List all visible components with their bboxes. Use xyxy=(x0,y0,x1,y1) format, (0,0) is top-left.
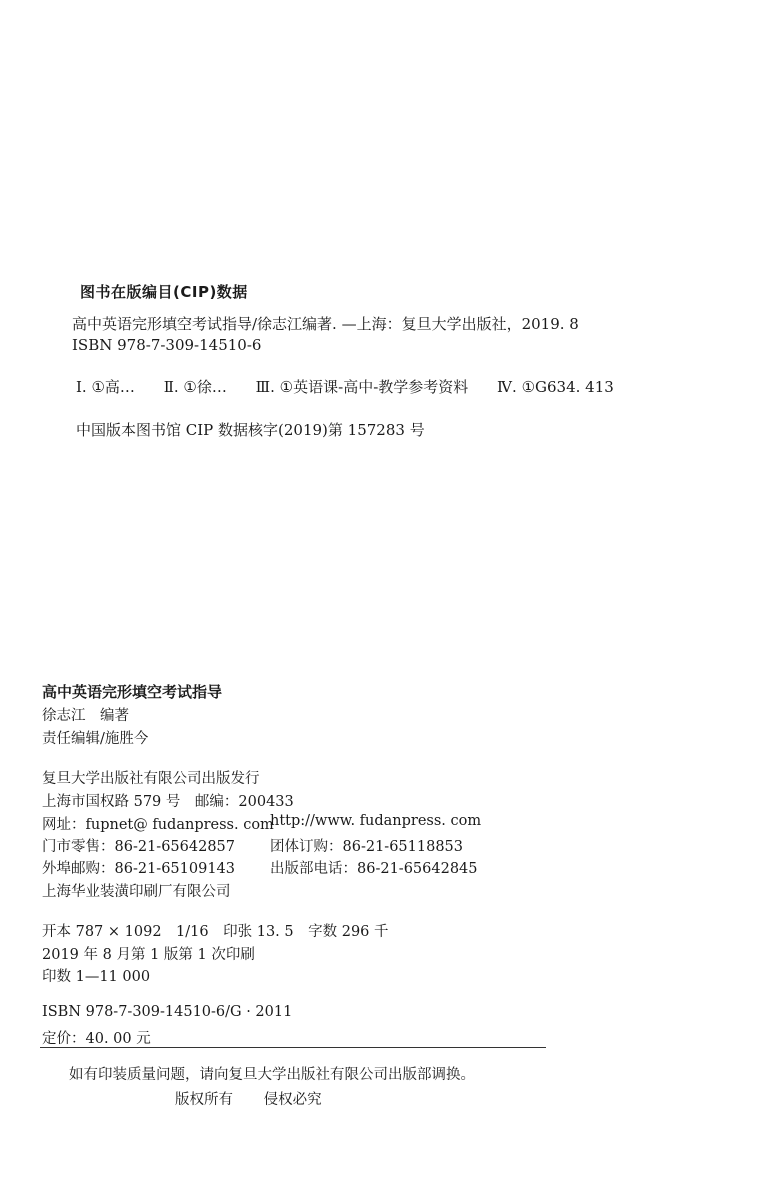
cip-cn-library: 中国版本图书馆 CIP 数据核字(2019)第 157283 号 xyxy=(76,421,425,439)
price: 定价：40. 00 元 xyxy=(42,1031,151,1047)
group-order-phone: 团体订购：86-21-65118853 xyxy=(270,839,464,855)
retail-phone: 门市零售：86-21-65642857 xyxy=(42,839,236,855)
cip-class-1: Ⅰ. ①高… xyxy=(76,378,135,396)
cip-isbn: ISBN 978-7-309-14510-6 xyxy=(72,336,262,354)
cip-class-4: Ⅳ. ①G634. 413 xyxy=(497,378,614,396)
isbn-full: ISBN 978-7-309-14510-6/G · 2011 xyxy=(42,1004,293,1020)
format-specs: 开本 787 × 1092 1/16 印张 13. 5 字数 296 千 xyxy=(42,924,389,940)
rights-reserved: 版权所有 xyxy=(175,1092,233,1108)
print-run: 印数 1—11 000 xyxy=(42,969,151,985)
edition-info: 2019 年 8 月第 1 版第 1 次印刷 xyxy=(42,947,255,963)
publisher-website: http://www. fudanpress. com xyxy=(270,813,482,829)
publisher-address: 上海市国权路 579 号 邮编：200433 xyxy=(42,794,294,810)
publisher-name: 复旦大学出版社有限公司出版发行 xyxy=(42,771,260,787)
book-title: 高中英语完形填空考试指导 xyxy=(42,683,223,701)
quality-notice: 如有印装质量问题，请向复旦大学出版社有限公司出版部调换。 xyxy=(69,1067,475,1083)
cip-classification xyxy=(76,376,638,397)
copyright-notice xyxy=(175,1088,322,1109)
divider xyxy=(40,1047,546,1048)
book-editor: 责任编辑/施胜今 xyxy=(42,731,149,747)
book-author: 徐志江 编著 xyxy=(42,708,129,724)
cip-class-3: Ⅲ. ①英语课-高中-教学参考资料 xyxy=(255,378,469,396)
cip-class-2: Ⅱ. ①徐… xyxy=(163,378,227,396)
cip-heading: 图书在版编目(CIP)数据 xyxy=(80,283,248,301)
cip-record: 高中英语完形填空考试指导/徐志江编著. —上海：复旦大学出版社，2019. 8 xyxy=(72,315,579,333)
infringement-warning: 侵权必究 xyxy=(263,1092,322,1108)
printer-name: 上海华业装潢印刷厂有限公司 xyxy=(42,884,231,900)
publisher-email: 网址：fupnet@ fudanpress. com xyxy=(42,817,274,833)
mail-order-phone: 外埠邮购：86-21-65109143 xyxy=(42,861,236,877)
publishing-dept-phone: 出版部电话：86-21-65642845 xyxy=(270,861,478,877)
